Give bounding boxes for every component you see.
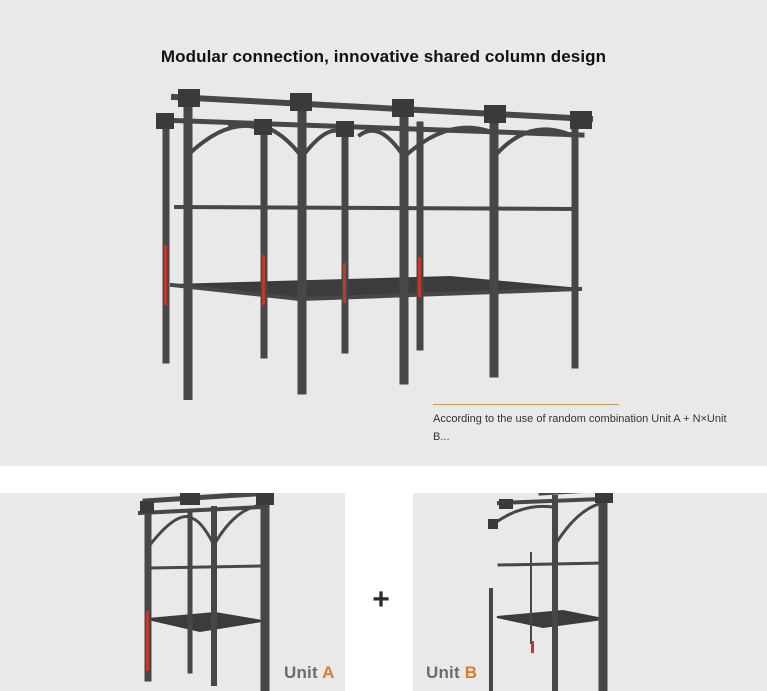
unit-a-label: [284, 663, 335, 683]
unit-b-label-letter: B: [464, 663, 478, 682]
unit-b-panel: [413, 493, 767, 691]
unit-b-label-prefix: Unit: [426, 663, 460, 682]
plus-sign: +: [372, 583, 390, 616]
unit-b-lift-image: [413, 493, 767, 691]
unit-a-label-letter: A: [322, 663, 335, 682]
unit-a-panel: [0, 493, 345, 691]
hero-caption: [433, 404, 733, 446]
unit-b-label: [426, 663, 477, 683]
multi-unit-parking-lift-image: [150, 85, 620, 400]
hero-title: Modular connection, innovative shared column design: [160, 47, 607, 66]
caption-divider: [433, 404, 619, 405]
unit-a-label-prefix: Unit: [284, 663, 318, 682]
hero-caption-text: According to the use of random combination Unit A + N×Unit B...: [433, 413, 727, 443]
unit-a-lift-image: [0, 493, 345, 691]
